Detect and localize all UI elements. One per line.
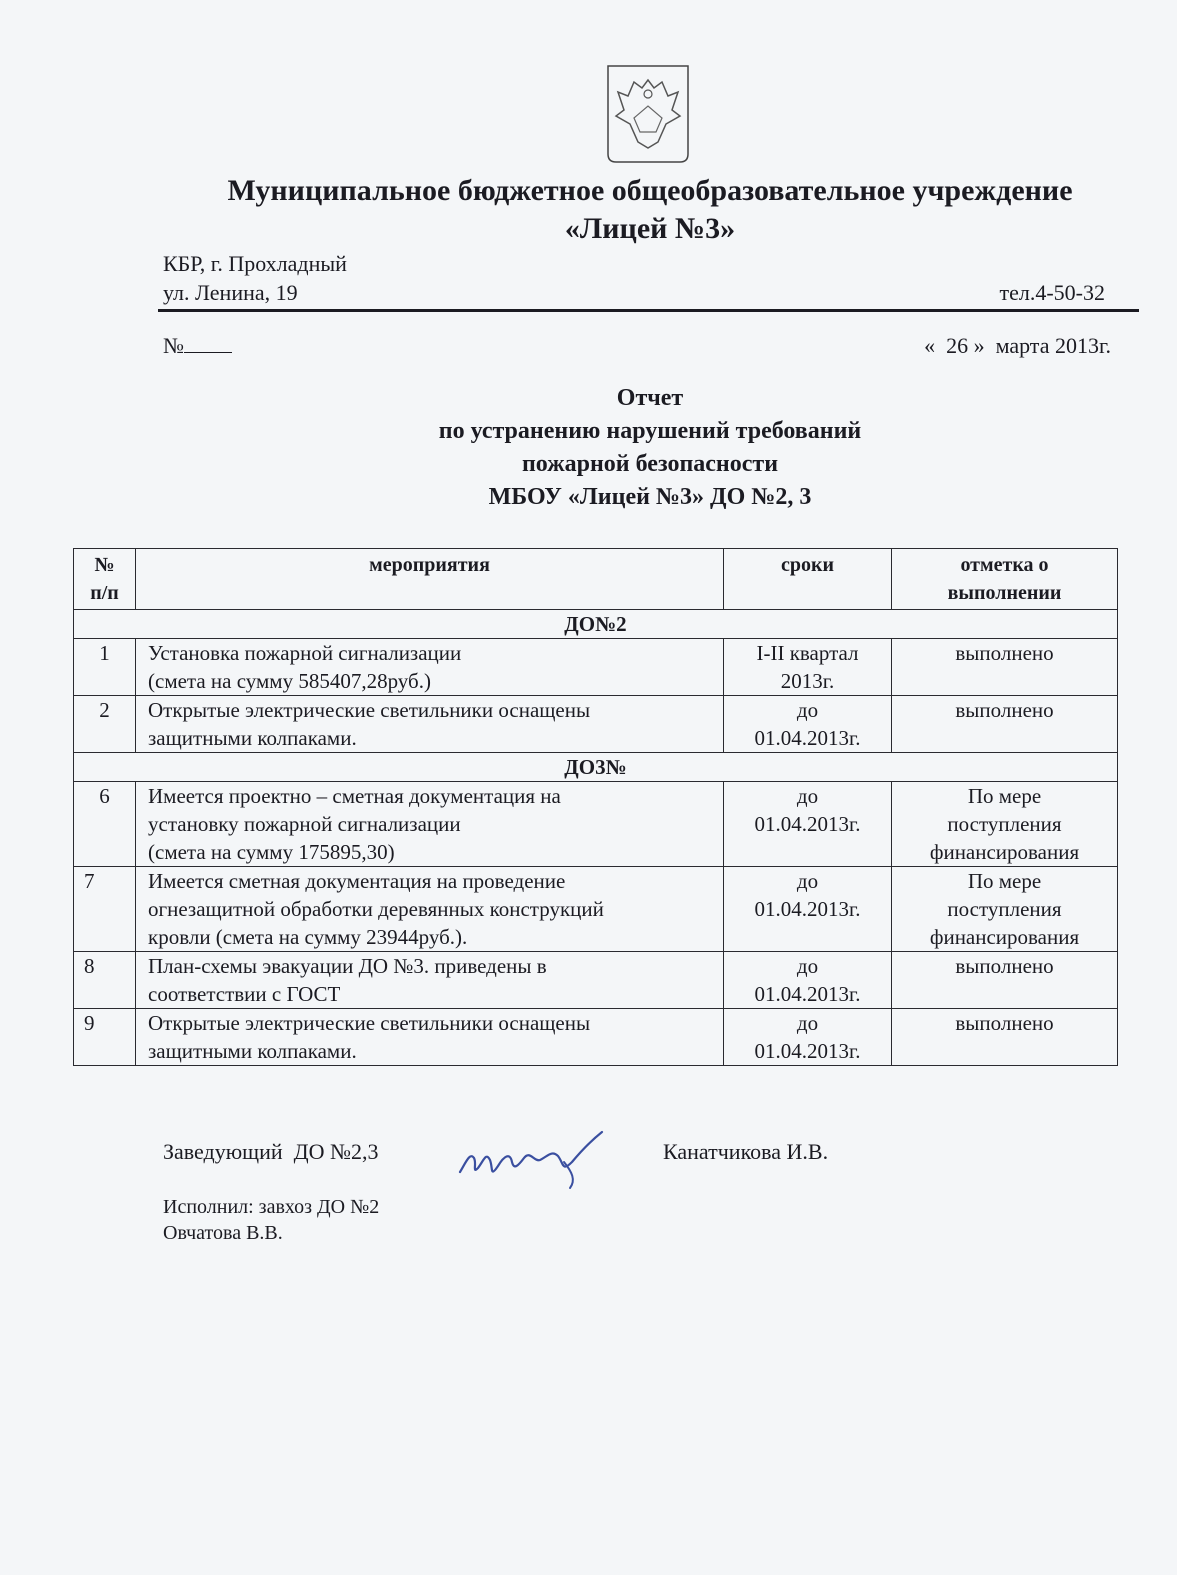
row-terms bbox=[724, 782, 892, 867]
table-row bbox=[74, 867, 1118, 952]
executor-line2: Овчатова В.В. bbox=[163, 1222, 283, 1244]
row-activity bbox=[136, 696, 724, 753]
report-title-line4: МБОУ «Лицей №3» ДО №2, 3 bbox=[488, 484, 812, 510]
address-street: ул. Ленина, 19 bbox=[163, 280, 298, 305]
row-terms bbox=[724, 696, 892, 753]
row-terms-line: до bbox=[796, 784, 819, 808]
row-number: 1 bbox=[74, 639, 136, 696]
header-mark-line2: выполнении bbox=[947, 582, 1062, 604]
row-terms bbox=[724, 867, 892, 952]
row-completion-mark bbox=[892, 952, 1118, 1009]
row-terms bbox=[724, 952, 892, 1009]
row-activity-line: защитными колпаками. bbox=[148, 1039, 357, 1063]
row-completion-mark bbox=[892, 867, 1118, 952]
document-number bbox=[163, 333, 232, 359]
row-activity-line: установку пожарной сигнализации bbox=[148, 812, 461, 836]
row-completion-mark-line: поступления bbox=[947, 812, 1062, 836]
handwritten-signature bbox=[452, 1122, 632, 1192]
row-number: 8 bbox=[74, 952, 136, 1009]
row-activity bbox=[136, 867, 724, 952]
row-completion-mark-line: выполнено bbox=[955, 698, 1054, 722]
head-name: Канатчикова И.В. bbox=[663, 1139, 829, 1164]
row-activity-line: Открытые электрические светильники оснащены bbox=[148, 698, 591, 722]
report-title-line2: по устранению нарушений требований bbox=[438, 418, 862, 444]
row-completion-mark-line: выполнено bbox=[955, 641, 1054, 665]
letterhead-divider bbox=[158, 309, 1139, 312]
report-title-line1: Отчет bbox=[616, 385, 684, 411]
row-completion-mark-line: По мере bbox=[967, 784, 1042, 808]
table-body bbox=[74, 610, 1118, 1066]
row-terms-line: I-II квартал bbox=[756, 641, 859, 665]
row-completion-mark-line: финансирования bbox=[929, 925, 1080, 949]
row-terms-line: до bbox=[796, 1011, 819, 1035]
row-terms-line: до bbox=[796, 698, 819, 722]
row-completion-mark-line: финансирования bbox=[929, 840, 1080, 864]
document-number-blank bbox=[184, 334, 232, 353]
row-activity bbox=[136, 952, 724, 1009]
report-table bbox=[73, 548, 1118, 1066]
table-header-row bbox=[74, 549, 1118, 610]
row-terms bbox=[724, 639, 892, 696]
executor-line1: Исполнил: завхоз ДО №2 bbox=[163, 1196, 380, 1218]
row-terms-line: 01.04.2013г. bbox=[754, 897, 861, 921]
header-mark-line1: отметка о bbox=[960, 554, 1049, 576]
row-terms-line: 01.04.2013г. bbox=[754, 726, 861, 750]
section-label: ДО№2 bbox=[74, 610, 1118, 639]
row-activity bbox=[136, 782, 724, 867]
table-row bbox=[74, 696, 1118, 753]
row-activity-line: Установка пожарной сигнализации bbox=[148, 641, 462, 665]
document-number-label: № bbox=[163, 333, 184, 358]
document-date: « 26 » марта 2013г. bbox=[924, 333, 1111, 358]
organization-name-line2: «Лицей №3» bbox=[564, 212, 736, 245]
report-title bbox=[250, 382, 1050, 514]
head-title: Заведующий ДО №2,3 bbox=[163, 1139, 379, 1164]
row-completion-mark-line: выполнено bbox=[955, 954, 1054, 978]
row-activity-line: Открытые электрические светильники оснащены bbox=[148, 1011, 591, 1035]
row-activity-line: Имеется проектно – сметная документация на bbox=[148, 784, 561, 808]
header-number-line2: п/п bbox=[90, 582, 119, 604]
address-city: КБР, г. Прохладный bbox=[163, 251, 347, 276]
row-activity-line: кровли (смета на сумму 23944руб.). bbox=[148, 925, 468, 949]
row-terms-line: 2013г. bbox=[780, 669, 835, 693]
row-activity-line: (смета на сумму 585407,28руб.) bbox=[148, 669, 431, 693]
header-number bbox=[74, 549, 136, 610]
phone-number: тел.4-50-32 bbox=[999, 280, 1105, 305]
row-activity bbox=[136, 1009, 724, 1066]
table-row bbox=[74, 952, 1118, 1009]
header-number-line1: № bbox=[94, 554, 115, 576]
row-activity-line: защитными колпаками. bbox=[148, 726, 357, 750]
row-terms-line: 01.04.2013г. bbox=[754, 812, 861, 836]
header-terms: сроки bbox=[724, 549, 892, 610]
row-number: 2 bbox=[74, 696, 136, 753]
row-activity-line: (смета на сумму 175895,30) bbox=[148, 840, 395, 864]
section-row bbox=[74, 610, 1118, 639]
organization-name-line1: Муниципальное бюджетное общеобразовательное учреждение bbox=[227, 174, 1073, 207]
table-row bbox=[74, 1009, 1118, 1066]
row-terms-line: 01.04.2013г. bbox=[754, 982, 861, 1006]
section-label: ДО3№ bbox=[74, 753, 1118, 782]
row-activity bbox=[136, 639, 724, 696]
row-terms-line: до bbox=[796, 954, 819, 978]
row-completion-mark bbox=[892, 639, 1118, 696]
header-completion-mark bbox=[892, 549, 1118, 610]
row-completion-mark bbox=[892, 696, 1118, 753]
row-activity-line: соответствии с ГОСТ bbox=[148, 982, 341, 1006]
row-completion-mark bbox=[892, 782, 1118, 867]
row-completion-mark bbox=[892, 1009, 1118, 1066]
row-number: 6 bbox=[74, 782, 136, 867]
row-completion-mark-line: поступления bbox=[947, 897, 1062, 921]
row-activity-line: Имеется сметная документация на проведение bbox=[148, 869, 566, 893]
table-row bbox=[74, 639, 1118, 696]
row-terms-line: до bbox=[796, 869, 819, 893]
row-terms-line: 01.04.2013г. bbox=[754, 1039, 861, 1063]
row-activity-line: План-схемы эвакуации ДО №3. приведены в bbox=[148, 954, 547, 978]
organization-name bbox=[150, 172, 1150, 248]
row-completion-mark-line: По мере bbox=[967, 869, 1042, 893]
table-row bbox=[74, 782, 1118, 867]
row-number: 7 bbox=[74, 867, 136, 952]
coat-of-arms-emblem bbox=[604, 62, 692, 168]
row-terms bbox=[724, 1009, 892, 1066]
report-title-line3: пожарной безопасности bbox=[521, 451, 779, 477]
row-activity-line: огнезащитной обработки деревянных конструкций bbox=[148, 897, 604, 921]
row-number: 9 bbox=[74, 1009, 136, 1066]
section-row bbox=[74, 753, 1118, 782]
row-completion-mark-line: выполнено bbox=[955, 1011, 1054, 1035]
header-activity: мероприятия bbox=[136, 549, 724, 610]
